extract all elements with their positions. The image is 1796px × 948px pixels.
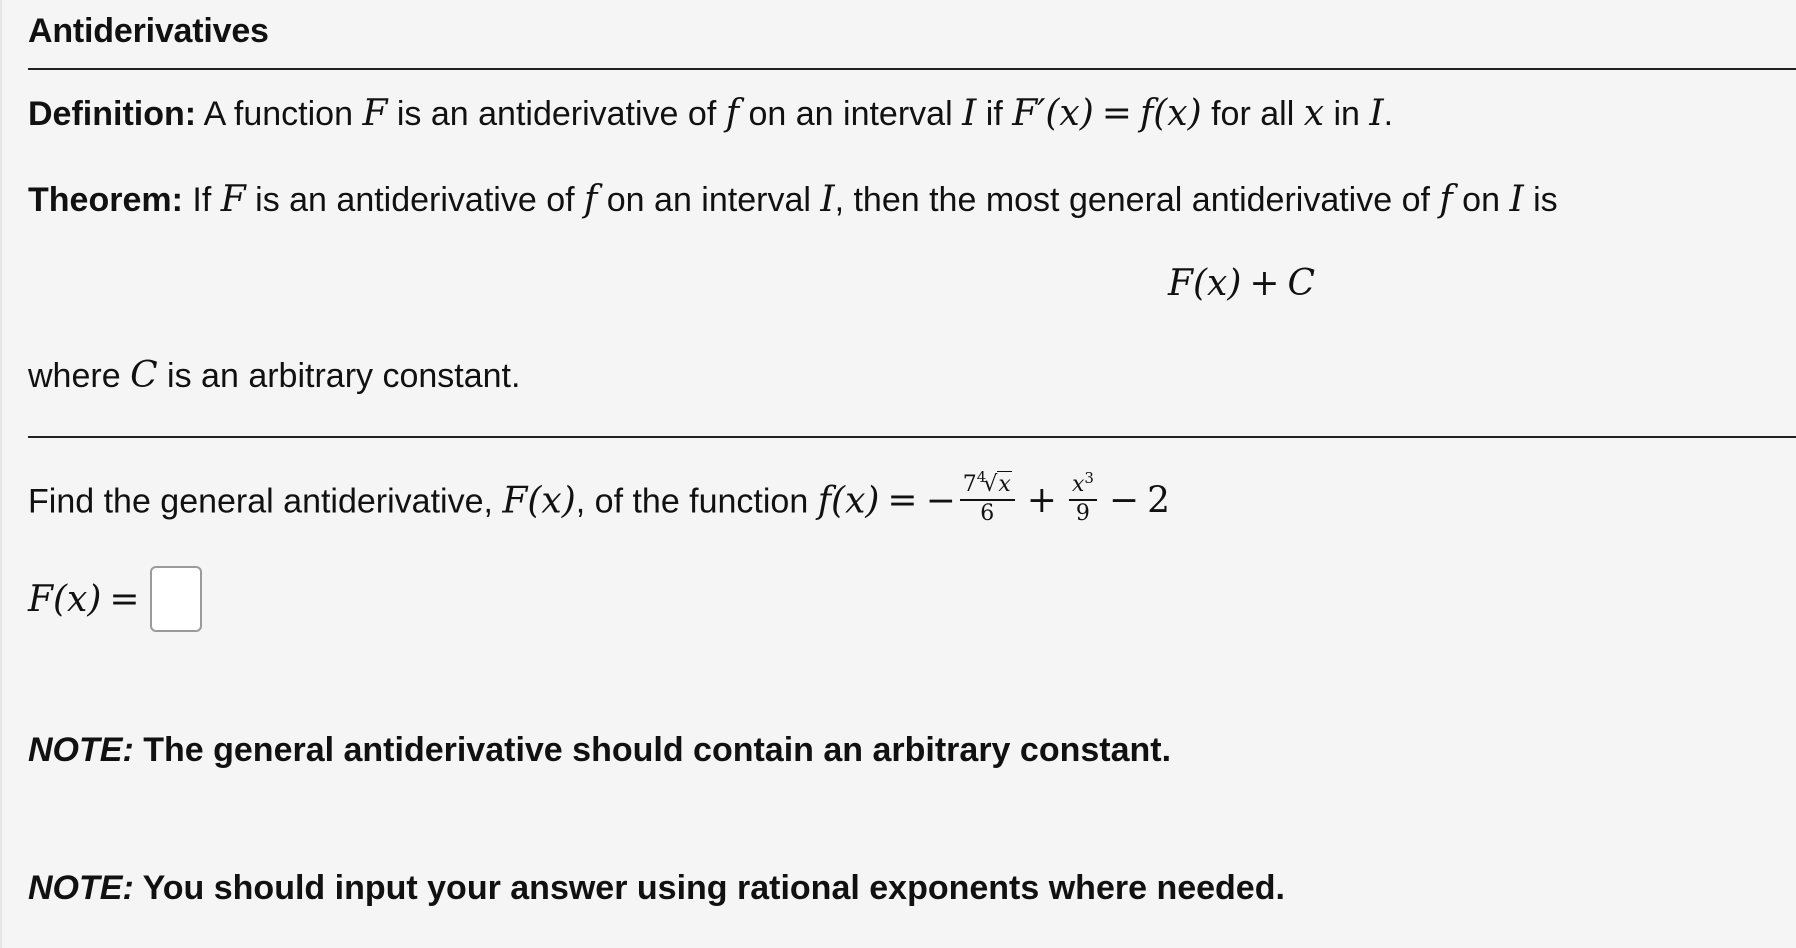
definition-text-5: for all bbox=[1201, 95, 1304, 133]
math-plus: + bbox=[1026, 480, 1057, 522]
math-equals: = bbox=[109, 578, 140, 620]
problem-text-2: , of the function bbox=[575, 482, 818, 521]
math-I: I bbox=[1369, 93, 1384, 134]
power-base: x bbox=[1071, 472, 1085, 497]
theorem-text bbox=[28, 180, 1558, 220]
fraction-power-denominator: 9 bbox=[1075, 501, 1090, 526]
where-text-2: is an arbitrary constant. bbox=[157, 357, 521, 395]
math-f: f bbox=[725, 93, 740, 134]
definition-label: Definition: bbox=[28, 95, 197, 133]
math-f: f bbox=[1439, 179, 1453, 220]
definition-text bbox=[28, 94, 1393, 134]
math-C: C bbox=[1287, 263, 1316, 304]
fraction-power-numerator bbox=[1069, 469, 1097, 501]
fraction-root-denominator: 6 bbox=[980, 501, 995, 526]
definition-period: . bbox=[1383, 95, 1394, 133]
math-f-x: f(x) bbox=[1139, 93, 1202, 134]
note-label: NOTE: bbox=[28, 869, 134, 907]
math-I: I bbox=[820, 179, 835, 220]
note-arbitrary-constant bbox=[28, 730, 1171, 770]
math-I: I bbox=[1509, 179, 1524, 220]
math-C: C bbox=[130, 355, 158, 396]
math-minus: − bbox=[1108, 480, 1140, 522]
math-f: f bbox=[584, 179, 598, 220]
fraction-root-term bbox=[960, 468, 1015, 526]
definition-text-2: is an antiderivative of bbox=[387, 95, 726, 133]
definition-text-1: A function bbox=[196, 95, 363, 133]
theorem-text-4: , then the most general antiderivative of bbox=[834, 181, 1440, 219]
note-text: The general antiderivative should contain an arbitrary constant. bbox=[133, 731, 1172, 769]
math-constant: 2 bbox=[1147, 480, 1170, 522]
math-F-x: F(x) bbox=[1168, 263, 1242, 304]
problem-text-1: Find the general antiderivative, bbox=[28, 482, 503, 521]
note-text: You should input your answer using rational exponents where needed. bbox=[133, 869, 1285, 907]
radicand: x bbox=[998, 472, 1011, 497]
math-minus: − bbox=[925, 480, 956, 522]
math-F-prime-x: F′(x) bbox=[1012, 93, 1094, 134]
math-I: I bbox=[962, 93, 977, 134]
coefficient: 7 bbox=[962, 472, 977, 497]
math-F: F bbox=[362, 93, 388, 134]
answer-row bbox=[28, 566, 202, 632]
math-plus: + bbox=[1249, 263, 1280, 304]
answer-label: F(x) bbox=[28, 578, 102, 620]
definition-text-4: if bbox=[976, 95, 1013, 133]
fraction-power-term bbox=[1069, 469, 1097, 526]
definition-text-3: on an interval bbox=[739, 95, 963, 133]
divider-middle bbox=[28, 436, 1796, 438]
math-equals: = bbox=[887, 480, 918, 522]
theorem-display-equation bbox=[1168, 262, 1315, 305]
divider-top bbox=[28, 68, 1796, 70]
fraction-root-numerator bbox=[960, 468, 1015, 501]
theorem-text-1: If bbox=[182, 181, 221, 219]
answer-input[interactable] bbox=[150, 566, 202, 632]
theorem-text-5: on bbox=[1452, 181, 1510, 219]
math-F-x: F(x) bbox=[502, 480, 576, 522]
where-text bbox=[28, 356, 520, 396]
theorem-text-2: is an antiderivative of bbox=[245, 181, 584, 219]
definition-text-6: in bbox=[1324, 95, 1370, 133]
power-exponent: 3 bbox=[1084, 469, 1094, 487]
problem-statement bbox=[28, 468, 1170, 530]
math-f-x: f(x) bbox=[817, 480, 880, 522]
page-title: Antiderivatives bbox=[28, 12, 269, 50]
note-rational-exponents bbox=[28, 868, 1285, 908]
note-label: NOTE: bbox=[28, 731, 134, 769]
math-F: F bbox=[220, 179, 246, 220]
math-equals: = bbox=[1101, 93, 1132, 134]
theorem-label: Theorem: bbox=[28, 181, 183, 219]
radical-sign: √ bbox=[983, 472, 998, 497]
where-text-1: where bbox=[28, 357, 131, 395]
theorem-text-6: is bbox=[1523, 181, 1558, 219]
math-x: x bbox=[1303, 93, 1325, 134]
theorem-text-3: on an interval bbox=[597, 181, 821, 219]
root-index: 4 bbox=[976, 468, 987, 486]
